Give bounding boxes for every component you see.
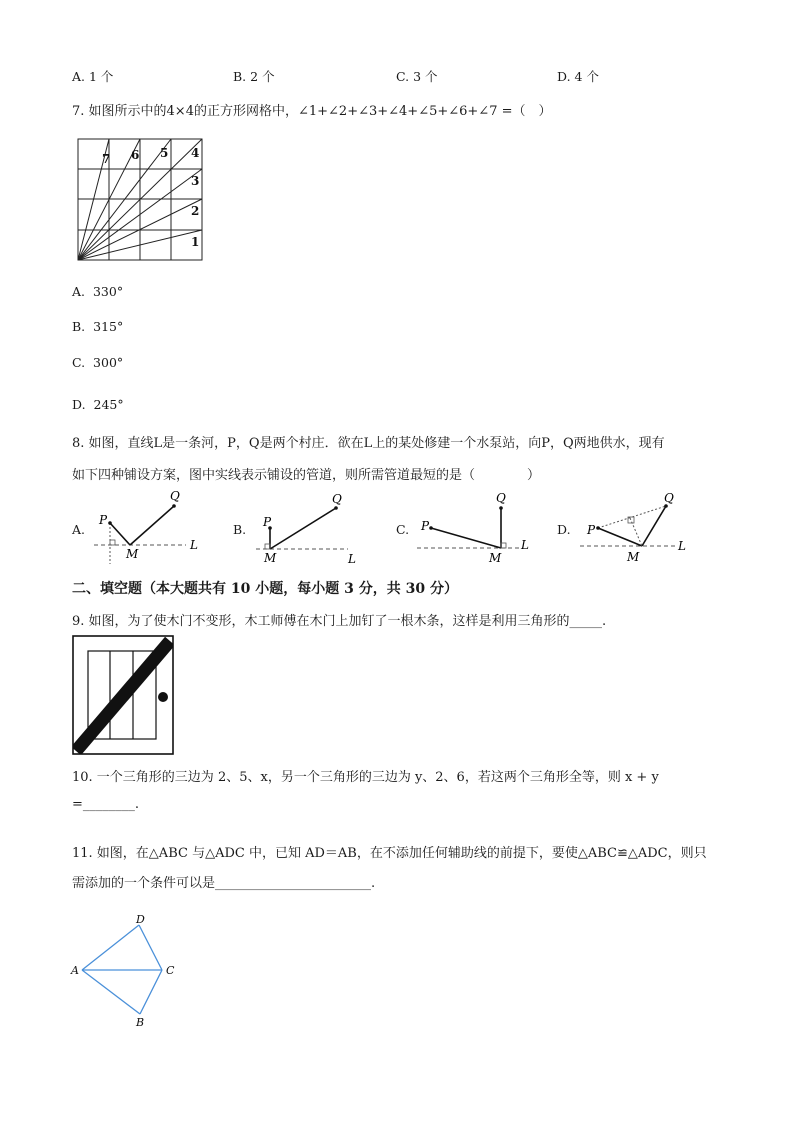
- label-q: Q: [332, 492, 342, 506]
- q11-stem-line1: 11. 如图，在△ABC 与△ADC 中，已知 AD＝AB，在不添加任何辅助线的前提下，要使△ABC≌△ADC，则只: [72, 846, 707, 861]
- option-letter: D.: [557, 69, 571, 84]
- label-m: M: [264, 551, 277, 565]
- label-l: L: [678, 539, 686, 553]
- option-letter: D.: [72, 397, 86, 412]
- label-d: D: [136, 913, 145, 926]
- q8-figure-b: [252, 488, 367, 568]
- label-p: P: [421, 519, 430, 533]
- q11-stem-line2: 需添加的一个条件可以是________________________.: [72, 876, 376, 891]
- option-text: 330°: [92, 284, 124, 299]
- option-text: 245°: [93, 397, 124, 412]
- q6-option-a: [72, 67, 113, 85]
- q9-door-figure: [70, 633, 176, 757]
- q8-stem-line2: 如下四种铺设方案，图中实线表示铺设的管道，则所需管道最短的是（ ）: [72, 468, 541, 483]
- label-m: M: [126, 547, 139, 561]
- grid-label-1: 1: [191, 235, 200, 249]
- option-text: 1 个: [89, 69, 114, 84]
- grid-label-4: 4: [191, 146, 200, 160]
- q8-figure-d: [576, 488, 696, 568]
- option-text: 315°: [93, 319, 124, 334]
- q6-option-c: [396, 67, 438, 85]
- label-b: B: [136, 1016, 145, 1029]
- label-p: P: [587, 523, 596, 537]
- label-q: Q: [170, 489, 180, 503]
- q7-option-b: [72, 319, 123, 334]
- q8-option-d-letter: D.: [557, 522, 571, 537]
- q7-option-d: [72, 397, 124, 412]
- label-q: Q: [664, 491, 674, 505]
- label-l: L: [521, 538, 529, 552]
- label-l: L: [348, 552, 356, 566]
- option-text: 4 个: [574, 69, 599, 84]
- label-p: P: [99, 513, 108, 527]
- grid-label-7: 7: [102, 152, 111, 166]
- q10-stem-line2: =________.: [72, 797, 140, 812]
- grid-label-5: 5: [160, 146, 169, 160]
- label-q: Q: [496, 491, 506, 505]
- grid-label-6: 6: [131, 148, 140, 162]
- label-m: M: [489, 551, 502, 565]
- q10-stem-line1: 10. 一个三角形的三边为 2、5、x，另一个三角形的三边为 y、2、6，若这两个三角形全等，则 x + y: [72, 770, 659, 785]
- q8-option-a-letter: A.: [72, 522, 86, 537]
- q8-option-c-letter: C.: [396, 522, 410, 537]
- q8-figure-c: [413, 488, 543, 568]
- q7-stem: 7. 如图所示中的4×4的正方形网格中，∠1+∠2+∠3+∠4+∠5+∠6+∠7 =（ ）: [72, 104, 552, 119]
- q6-option-b: [233, 67, 275, 85]
- q8-option-b-letter: B.: [233, 522, 247, 537]
- grid-label-2: 2: [191, 204, 200, 218]
- q8-figure-a: [90, 488, 215, 568]
- label-c: C: [166, 964, 175, 977]
- label-p: P: [263, 515, 272, 529]
- option-text: 300°: [93, 355, 124, 370]
- option-letter: A.: [72, 69, 86, 84]
- option-letter: B.: [72, 319, 86, 334]
- option-letter: C.: [72, 355, 86, 370]
- label-a: A: [71, 964, 79, 977]
- grid-label-3: 3: [191, 174, 200, 188]
- label-m: M: [627, 550, 640, 564]
- label-l: L: [190, 538, 198, 552]
- option-letter: C.: [396, 69, 410, 84]
- q8-stem-line1: 8. 如图，直线L是一条河，P，Q是两个村庄．欲在L上的某处修建一个水泵站，向P，Q两地供水，现有: [72, 436, 665, 451]
- q7-grid-figure: [74, 135, 206, 263]
- q6-option-d: [557, 67, 599, 85]
- option-text: 3 个: [413, 69, 438, 84]
- option-text: 2 个: [250, 69, 275, 84]
- q7-option-a: [72, 284, 123, 299]
- option-letter: B.: [233, 69, 247, 84]
- q7-option-c: [72, 355, 123, 370]
- q9-stem: 9. 如图，为了使木门不变形，木工师傅在木门上加钉了一根木条，这样是利用三角形的_____.: [72, 614, 607, 629]
- q11-quadrilateral-figure: [66, 908, 186, 1032]
- section-title: 二、填空题（本大题共有 10 小题，每小题 3 分，共 30 分）: [72, 581, 458, 597]
- option-letter: A.: [72, 284, 86, 299]
